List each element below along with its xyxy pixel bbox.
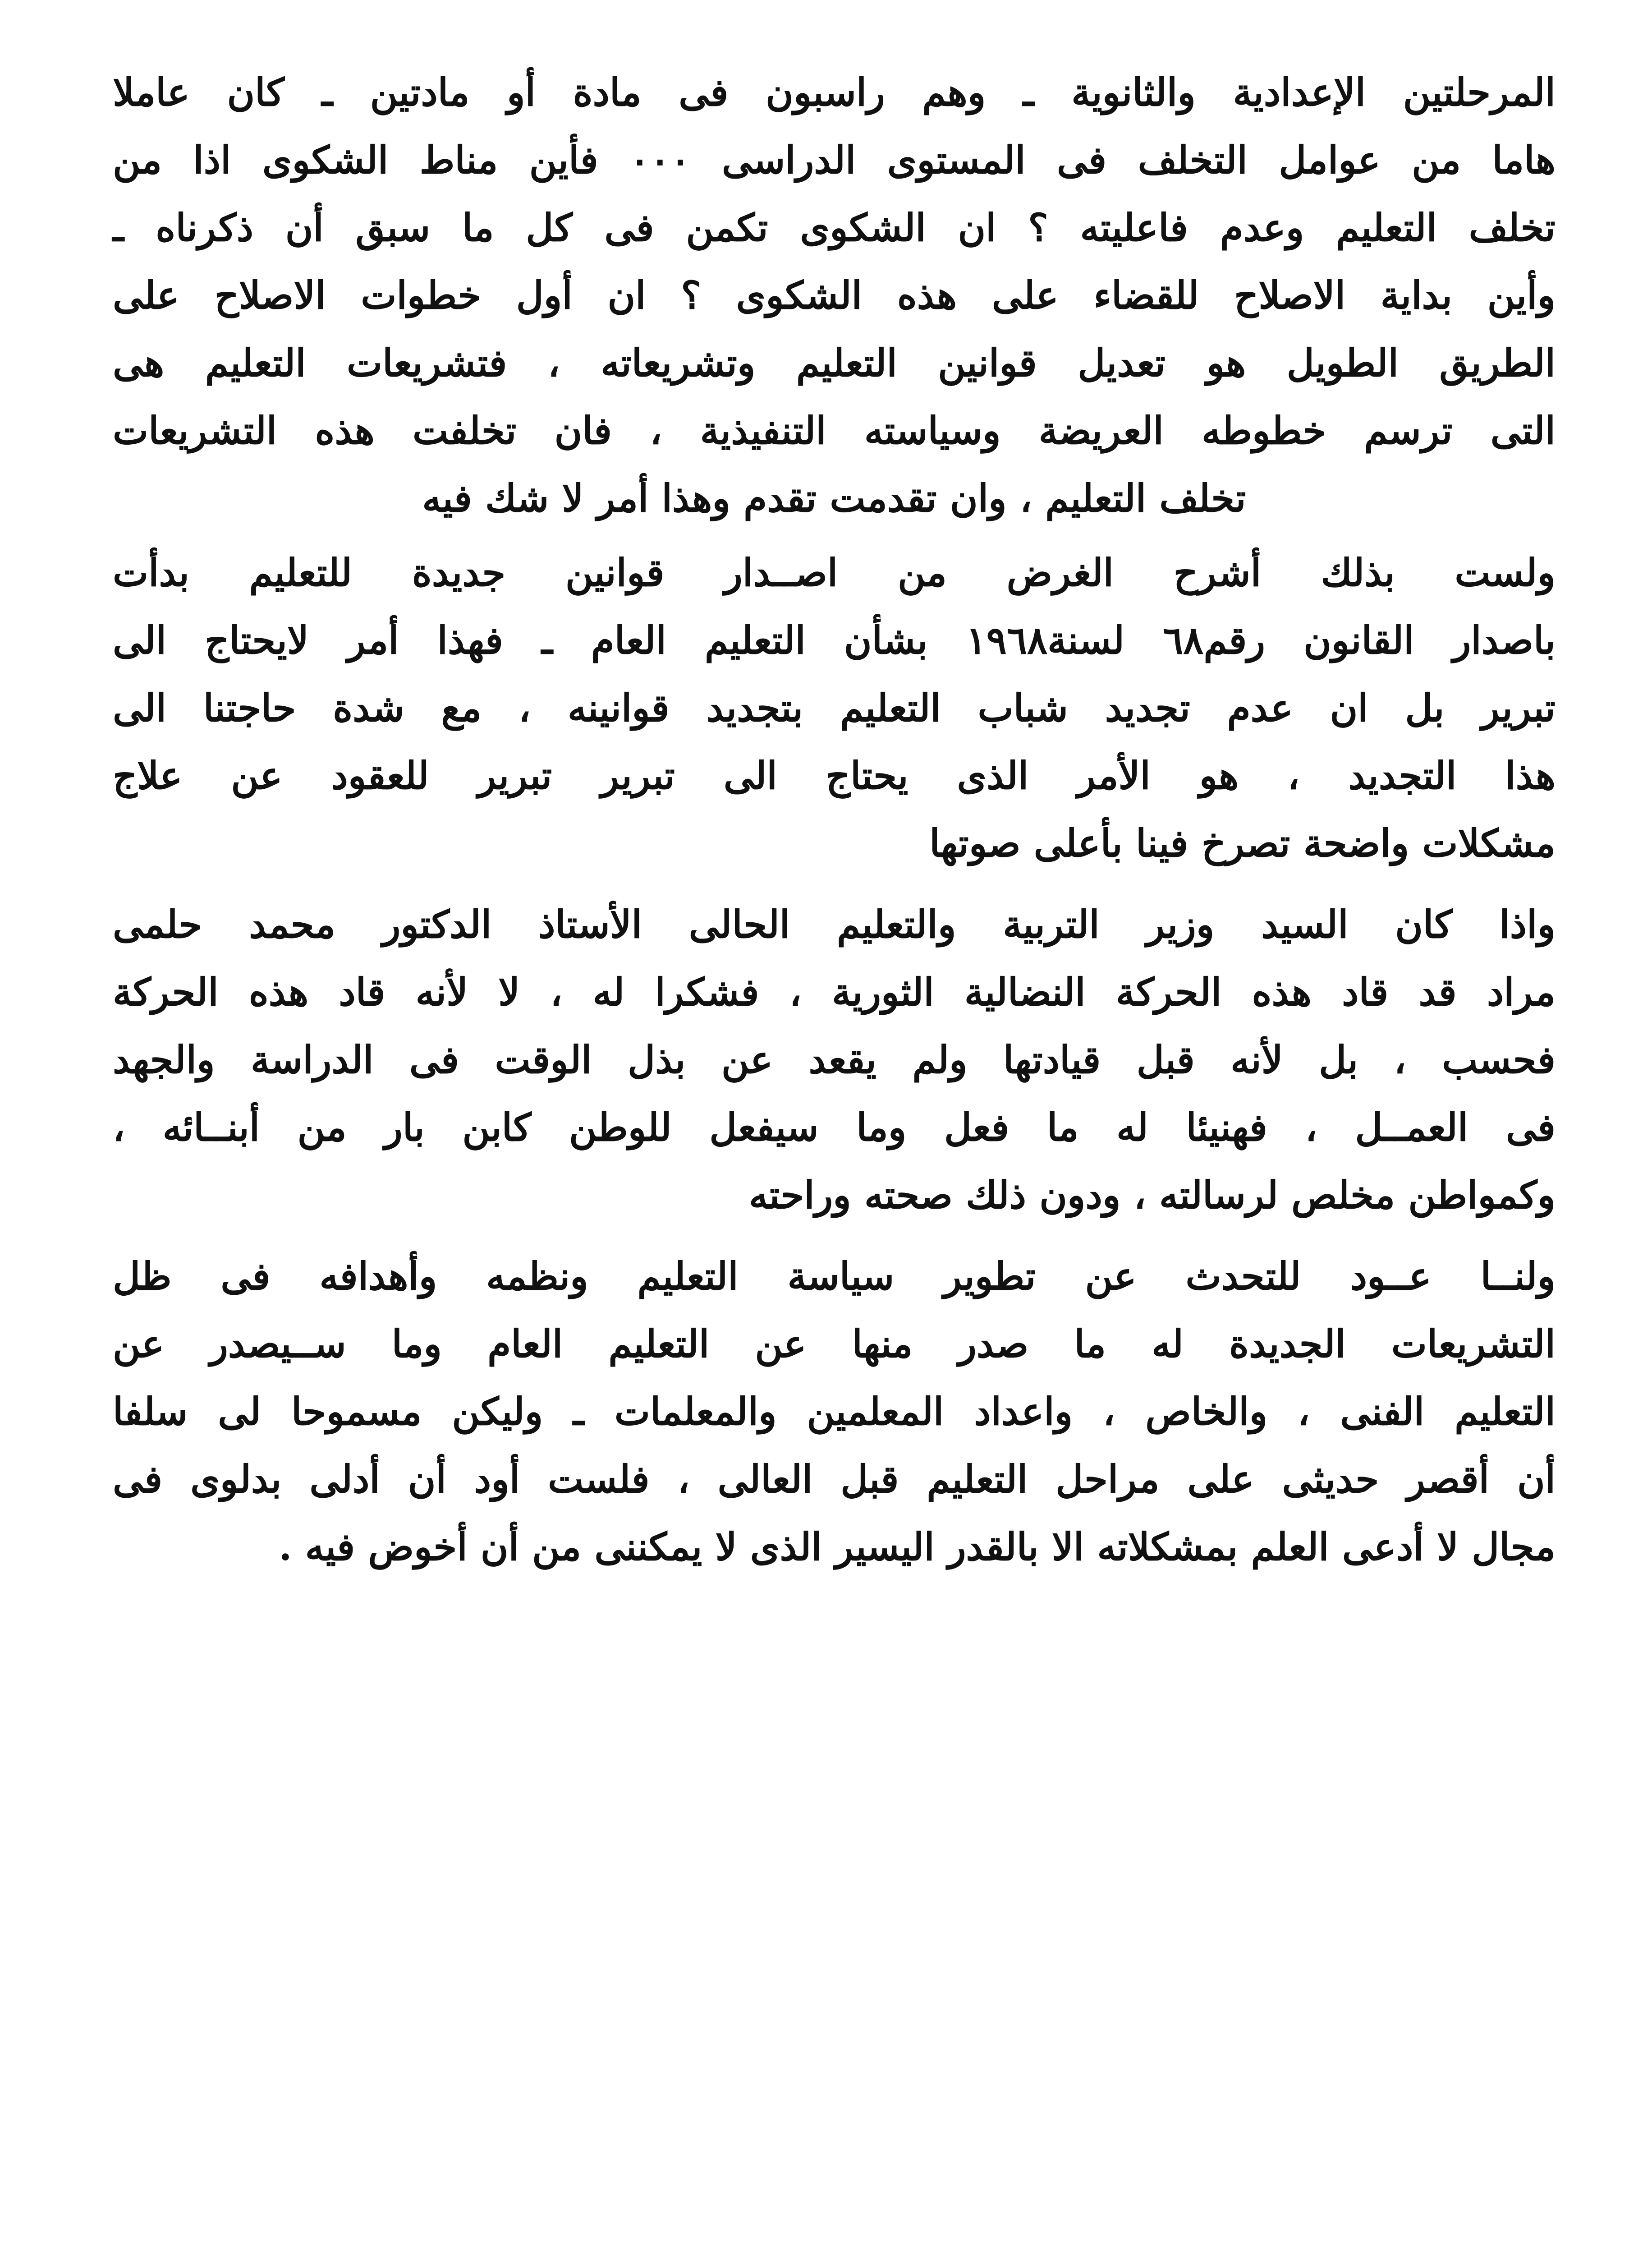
text-line: التشريعات الجديدة له ما صدر منها عن التعليم العام وما ســيصدر عن xyxy=(113,1321,1556,1366)
text-line: باصدار القانون رقم٦٨ لسنة١٩٦٨ بشأن التعليم العام ـ فهذا أمر لايحتاج الى xyxy=(113,618,1556,663)
paragraph-1 xyxy=(113,59,1556,532)
text-line: ولست بذلك أشرح الغرض من اصــدار قوانين جديدة للتعليم بدأت xyxy=(113,550,1556,595)
text-line: فى العمــل ، فهنيئا له ما فعل وما سيفعل للوطن كابن بار من أبنــائه ، xyxy=(113,1105,1556,1150)
text-line: التعليم الفنى ، والخاص ، واعداد المعلمين والمعلمات ـ وليكن مسموحا لى سلفا xyxy=(113,1389,1556,1434)
text-line: مجال لا أدعى العلم بمشكلاته الا بالقدر اليسير الذى لا يمكننى من أن أخوض فيه . xyxy=(279,1524,1556,1569)
text-line: هاما من عوامل التخلف فى المستوى الدراسى ٠٠٠ فأين مناط الشكوى اذا من xyxy=(113,138,1556,182)
text-line: فحسب ، بل لأنه قبل قيادتها ولم يقعد عن بذل الوقت فى الدراسة والجهد xyxy=(113,1037,1556,1082)
text-line: وأين بداية الاصلاح للقضاء على هذه الشكوى ؟ ان أول خطوات الاصلاح على xyxy=(113,273,1556,318)
paragraph-4 xyxy=(113,1243,1556,1581)
text-line: التى ترسم خطوطه العريضة وسياسته التنفيذية ، فان تخلفت هذه التشريعات xyxy=(113,408,1556,453)
paragraph-2 xyxy=(113,539,1556,877)
text-line: تخلف التعليم وعدم فاعليته ؟ ان الشكوى تكمن فى كل ما سبق أن ذكرناه ـ xyxy=(113,205,1556,250)
text-line: المرحلتين الإعدادية والثانوية ـ وهم راسبون فى مادة أو مادتين ـ كان عاملا xyxy=(113,70,1556,115)
text-line: مراد قد قاد هذه الحركة النضالية الثورية ، فشكرا له ، لا لأنه قاد هذه الحركة xyxy=(113,970,1556,1014)
text-line: واذا كان السيد وزير التربية والتعليم الحالى الأستاذ الدكتور محمد حلمى xyxy=(113,902,1556,947)
text-line: الطريق الطويل هو تعديل قوانين التعليم وتشريعاته ، فتشريعات التعليم هى xyxy=(113,341,1556,385)
text-line: مشكلات واضحة تصرخ فينا بأعلى صوتها xyxy=(929,821,1556,865)
paragraph-3 xyxy=(113,891,1556,1229)
text-line: تخلف التعليم ، وان تقدمت تقدم وهذا أمر لا شك فيه xyxy=(422,476,1246,520)
text-line: ولنــا عــود للتحدث عن تطوير سياسة التعليم ونظمه وأهدافه فى ظل xyxy=(113,1254,1556,1298)
text-line: وكمواطن مخلص لرسالته ، ودون ذلك صحته وراحته xyxy=(748,1173,1556,1217)
text-line: أن أقصر حديثى على مراحل التعليم قبل العالى ، فلست أود أن أدلى بدلوى فى xyxy=(113,1457,1556,1501)
text-line: هذا التجديد ، هو الأمر الذى يحتاج الى تبرير تبرير للعقود عن علاج xyxy=(113,753,1556,798)
text-line: تبرير بل ان عدم تجديد شباب التعليم بتجديد قوانينه ، مع شدة حاجتنا الى xyxy=(113,686,1556,730)
